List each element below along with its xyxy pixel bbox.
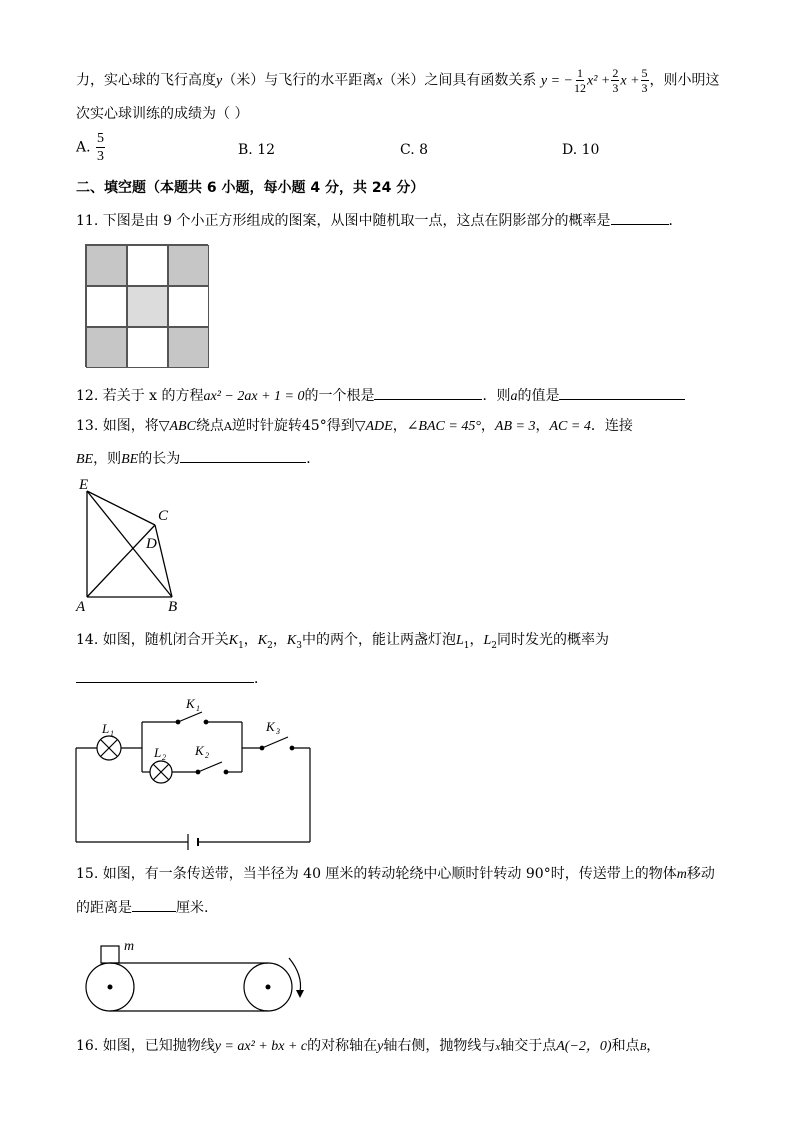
q11-end: ． bbox=[668, 213, 683, 229]
frac-num: 5 bbox=[97, 131, 105, 146]
q10-text-b: （米）与飞行的水平距离 bbox=[222, 72, 377, 89]
q14-text-c: 同时发光的概率为 bbox=[497, 632, 610, 648]
cond-ab: AB = 3 bbox=[494, 419, 536, 434]
wheel-center bbox=[266, 985, 271, 990]
formula-y: y = − bbox=[540, 73, 573, 89]
var-y: y bbox=[216, 73, 223, 89]
seg-be: BE bbox=[121, 452, 139, 467]
frac-den: 3 bbox=[612, 81, 619, 95]
label-l2: L bbox=[154, 745, 162, 760]
bulb-l1: L bbox=[455, 633, 464, 648]
q14-text-a: 14. 如图，随机闭合开关 bbox=[76, 632, 229, 648]
var-a: a bbox=[510, 389, 518, 404]
q15-text: 的距离是 bbox=[76, 900, 132, 916]
sub: 1 bbox=[238, 640, 244, 651]
object-m-box bbox=[101, 946, 119, 963]
label-k1: K bbox=[186, 696, 195, 711]
label-k2: K bbox=[195, 743, 204, 758]
switch-k1: K bbox=[228, 633, 239, 648]
label-sub: 3 bbox=[276, 727, 280, 736]
label-l1: L bbox=[102, 721, 110, 736]
sep: ， bbox=[392, 418, 407, 434]
q16-text-a: 16. 如图，已知抛物线 bbox=[76, 1038, 215, 1054]
section-title: 二、填空题（本题共 6 小题，每小题 4 分，共 24 分） bbox=[76, 180, 425, 196]
point-b: B bbox=[639, 1041, 647, 1053]
label-sub: 2 bbox=[162, 753, 166, 762]
sub: 3 bbox=[296, 640, 302, 651]
frac-num: 2 bbox=[612, 66, 619, 80]
label-d: D bbox=[146, 536, 157, 552]
parabola-equation: y = ax² + bx + c bbox=[214, 1039, 308, 1054]
q13-text-b: 绕点 bbox=[195, 418, 224, 434]
q12-stem-d: 的值是 bbox=[517, 388, 560, 404]
q13-text: ，则 bbox=[93, 451, 122, 467]
label-sub: 2 bbox=[205, 751, 209, 760]
q16-text-b: 的对称轴在 bbox=[307, 1038, 378, 1054]
point-a-coord: A(−2，0) bbox=[556, 1039, 612, 1054]
option-c[interactable]: C. 8 bbox=[400, 142, 429, 158]
cond-angle: ∠BAC = 45° bbox=[406, 419, 481, 434]
frac-den: 12 bbox=[574, 81, 586, 95]
q13-text-a: 13. 如图，将 bbox=[76, 418, 159, 434]
formula-x2: x² + bbox=[587, 73, 611, 89]
q16-text-e: 和点 bbox=[611, 1038, 640, 1054]
frac-num: 5 bbox=[641, 66, 648, 80]
sub: 2 bbox=[267, 640, 273, 651]
label-b: B bbox=[168, 599, 178, 615]
q15-stem-end: 移动 bbox=[686, 866, 715, 882]
q13-text-c: 逆时针旋转 bbox=[231, 418, 302, 434]
label-a: A bbox=[76, 599, 86, 615]
triangle-abc: ▽ABC bbox=[158, 419, 196, 434]
arrow-head-icon bbox=[296, 990, 304, 998]
wheel-center bbox=[108, 985, 113, 990]
q14-end: ． bbox=[254, 671, 268, 687]
q10-text-d: ，则小明这 bbox=[649, 72, 720, 89]
label-sub: 1 bbox=[110, 729, 114, 738]
sep: ， bbox=[272, 632, 287, 648]
q12-stem-c: ．则 bbox=[482, 388, 511, 404]
sub: 2 bbox=[491, 640, 498, 651]
label-c: C bbox=[158, 508, 169, 524]
var-x: x bbox=[376, 73, 383, 89]
q13-end: ． bbox=[306, 451, 321, 467]
label-k3: K bbox=[266, 719, 275, 734]
cond-ac: AC = 4 bbox=[549, 419, 591, 434]
sep: ， bbox=[469, 632, 484, 648]
frac-num: 1 bbox=[577, 66, 583, 80]
q12-stem-a: 12. 若关于 x 的方程 bbox=[76, 388, 204, 404]
bulb-l2: L bbox=[483, 633, 492, 648]
label-sub: 1 bbox=[196, 704, 200, 713]
rotation-arrow-icon bbox=[289, 958, 301, 992]
q13-text: 的长为 bbox=[138, 451, 181, 467]
q16-text bbox=[76, 1036, 660, 1057]
frac-den: 3 bbox=[641, 81, 648, 95]
q16-text-d: 轴交于点 bbox=[500, 1038, 557, 1054]
angle-45: 45° bbox=[301, 418, 327, 434]
seg-be: BE bbox=[76, 452, 94, 467]
q15-stem: 15. 如图，有一条传送带，当半径为 40 厘米的转动轮绕中心顺时针转动 90°时，传送带上的物体 bbox=[76, 866, 677, 882]
q12-stem-b: 的一个根是 bbox=[304, 388, 375, 404]
option-a-label: A. bbox=[76, 139, 91, 156]
label-e: E bbox=[79, 477, 89, 493]
q15-unit: 厘米. bbox=[176, 900, 209, 916]
option-d[interactable]: D. 10 bbox=[562, 142, 600, 158]
q11-stem: 11. 下图是由 9 个小正方形组成的图案，从图中随机取一点，这点在阴影部分的概率是 bbox=[76, 213, 611, 229]
switch-k3: K bbox=[286, 633, 297, 648]
q10-line2: 次实心球训练的成绩为（ ） bbox=[76, 106, 249, 122]
sub: 1 bbox=[463, 640, 470, 651]
frac-den: 3 bbox=[97, 149, 105, 164]
q10-text-c: （米）之间具有函数关系 bbox=[382, 72, 537, 89]
sep: ， bbox=[243, 632, 258, 648]
q13-text-d: 得到 bbox=[326, 418, 355, 434]
q14-text-b: 中的两个，能让两盏灯泡 bbox=[301, 632, 456, 648]
switch-k2: K bbox=[257, 633, 268, 648]
q10-text-a: 力，实心球的飞行高度 bbox=[76, 72, 216, 89]
sep: ， bbox=[535, 418, 550, 434]
sep: ， bbox=[480, 418, 495, 434]
option-b[interactable]: B. 12 bbox=[238, 142, 276, 158]
q16-end: ， bbox=[646, 1038, 661, 1054]
var-x: x bbox=[495, 1041, 501, 1053]
q12-equation: ax² − 2ax + 1 = 0 bbox=[203, 389, 305, 404]
q16-text-c: 轴右侧，抛物线与 bbox=[383, 1038, 496, 1054]
q13-text-h: ．连接 bbox=[590, 418, 633, 434]
formula-x: x + bbox=[620, 73, 640, 89]
label-m: m bbox=[124, 939, 135, 954]
var-y: y bbox=[377, 1039, 384, 1054]
var-m: m bbox=[676, 867, 687, 882]
point-a: A bbox=[223, 420, 232, 433]
triangle-ade: ▽ADE bbox=[354, 419, 393, 434]
